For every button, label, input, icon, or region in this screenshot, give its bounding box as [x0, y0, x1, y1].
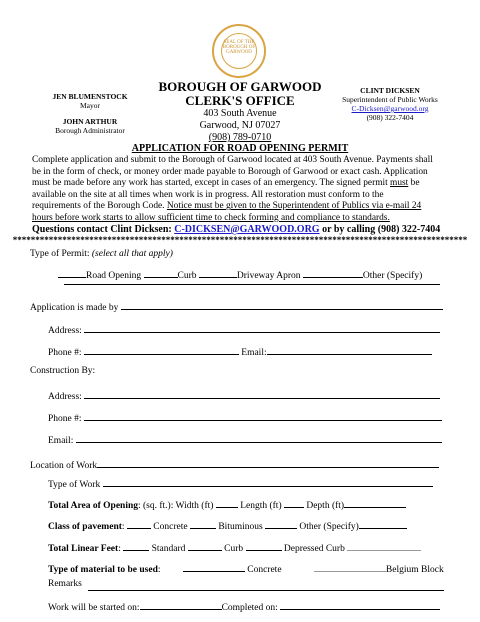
email2-input[interactable] — [76, 432, 442, 443]
lin-depressed-blank[interactable] — [246, 540, 282, 551]
started-label: Work will be started on: — [48, 603, 140, 613]
admin-role: Borough Administrator — [55, 126, 125, 135]
lin-standard: Standard — [151, 544, 186, 554]
opt-other: Other (Specify) — [362, 271, 423, 281]
office-street: 403 South Avenue — [203, 108, 277, 119]
pave-bitum: Bituminous — [218, 522, 263, 532]
email2-row — [48, 432, 442, 446]
permit-options — [58, 267, 422, 281]
type-of-work-row — [48, 476, 433, 490]
phone-label: Phone #: — [48, 348, 82, 358]
officials-left — [30, 92, 150, 135]
superintendent-role: Superintendent of Public Works — [342, 95, 438, 104]
linear-row: Total Linear Feet: Standard Curb Depressed Curb — [48, 540, 421, 554]
phone2-row — [48, 410, 442, 424]
borough-name: BOROUGH OF GARWOOD — [158, 79, 322, 94]
instr-line-3: must be made before any work has started, except in cases of an emergency. The signed permit must be — [32, 178, 420, 189]
type-of-work-input[interactable] — [103, 476, 433, 487]
curb-blank[interactable] — [144, 267, 178, 278]
opt-curb: Curb — [177, 271, 197, 281]
opt-road-opening: Road Opening — [86, 271, 142, 281]
office-header — [150, 80, 330, 144]
form-title: APPLICATION FOR ROAD OPENING PERMIT — [131, 143, 349, 154]
pave-concrete-blank[interactable] — [127, 518, 151, 529]
office-city: Garwood, NJ 07027 — [199, 120, 281, 131]
instr-line-4: available on the site at all times when work is in progress. All restoration must conform to the — [32, 189, 384, 200]
superintendent-phone: (908) 322-7404 — [366, 113, 414, 122]
phone-email-row — [48, 344, 432, 358]
construction-by-label: Construction By: — [30, 366, 96, 376]
area-row — [48, 497, 406, 511]
other-blank[interactable] — [303, 267, 363, 278]
instr-line-5: requirements of the Borough Code. Notice must be given to the Superintendent of Publics via e-mail 24 — [32, 201, 422, 212]
address-row — [48, 322, 440, 336]
lin-standard-blank[interactable] — [123, 540, 149, 551]
driveway-blank[interactable] — [199, 267, 237, 278]
pavement-label: Class of pavement — [48, 522, 122, 532]
pave-bitum-blank[interactable] — [190, 518, 216, 529]
made-by-row — [30, 299, 443, 313]
area-unit: : (sq. ft.): Width (ft) — [138, 501, 214, 511]
pavement-row: Class of pavement: Concrete Bituminous Other (Specify) — [48, 518, 407, 532]
length-label: Length (ft) — [240, 501, 282, 511]
mat-concrete-blank[interactable] — [183, 561, 245, 572]
location-label: Location of Work — [30, 461, 98, 471]
location-input[interactable] — [97, 457, 439, 468]
mat-belgium-blank[interactable] — [314, 561, 386, 572]
permit-type-label: Type of Permit: — [30, 249, 90, 259]
mayor-name: JEN BLUMENSTOCK — [52, 92, 128, 101]
pave-other: Other (Specify) — [299, 522, 359, 532]
made-by-label: Application is made by — [30, 303, 119, 313]
permit-type-row — [30, 249, 173, 259]
mat-concrete: Concrete — [247, 565, 282, 575]
questions-contact: Questions contact Clint Dicksen: C-DICKSEN@GARWOOD.ORG or by calling (908) 322-7404 — [32, 224, 441, 235]
official-right — [330, 86, 450, 122]
length-input[interactable] — [284, 497, 304, 508]
depth-label: Depth (ft) — [306, 501, 345, 511]
seal-text: SEAL OF THE BOROUGH OF GARWOOD — [222, 40, 256, 55]
pave-other-blank[interactable] — [265, 518, 297, 529]
remarks-label: Remarks — [48, 579, 82, 589]
instructions — [32, 155, 462, 225]
clerk-office: CLERK'S OFFICE — [185, 93, 295, 108]
dates-row — [48, 599, 440, 613]
remarks-input[interactable] — [88, 590, 444, 591]
address-label: Address: — [48, 326, 82, 336]
lin-depressed-input[interactable] — [347, 540, 421, 551]
phone2-label: Phone #: — [48, 414, 82, 424]
address2-label: Address: — [48, 392, 82, 402]
questions-email-link[interactable]: C-DICKSEN@GARWOOD.ORG — [174, 224, 320, 235]
borough-seal — [212, 24, 266, 78]
started-input[interactable] — [140, 599, 222, 610]
pave-concrete: Concrete — [153, 522, 188, 532]
depth-input[interactable] — [344, 497, 406, 508]
mayor-role: Mayor — [80, 101, 100, 110]
admin-name: JOHN ARTHUR — [62, 117, 118, 126]
phone2-input[interactable] — [84, 410, 442, 421]
remarks-row — [48, 579, 82, 589]
lin-curb-blank[interactable] — [188, 540, 222, 551]
address2-input[interactable] — [84, 388, 440, 399]
completed-input[interactable] — [280, 599, 440, 610]
pave-other-specify[interactable] — [359, 518, 407, 529]
completed-label: Completed on: — [221, 603, 278, 613]
material-row: Type of material to be used: Concrete Belgium Block — [48, 561, 444, 575]
opt-driveway: Driveway Apron — [236, 271, 301, 281]
width-input[interactable] — [216, 497, 238, 508]
address2-row — [48, 388, 440, 402]
email-input[interactable] — [267, 344, 432, 355]
instr-line-2: be in the form of check, or money order made payable to Borough of Garwood or exact cash. Application — [32, 166, 428, 177]
lin-curb: Curb — [224, 544, 244, 554]
linear-label: Total Linear Feet — [48, 544, 119, 554]
superintendent-email-link[interactable]: C-Dicksen@garwood.org — [351, 104, 429, 113]
permit-type-note: (select all that apply) — [91, 249, 173, 259]
other-specify-line[interactable] — [64, 284, 440, 285]
star-divider: ***************************************************************************************************** — [12, 235, 468, 245]
email2-label: Email: — [48, 436, 74, 446]
type-of-work-label: Type of Work — [48, 480, 101, 490]
area-label: Total Area of Opening — [48, 501, 138, 511]
made-by-input[interactable] — [121, 299, 443, 310]
address-input[interactable] — [84, 322, 440, 333]
email-label: Email: — [241, 348, 267, 358]
superintendent-name: CLINT DICKSEN — [360, 86, 420, 95]
road-opening-blank[interactable] — [58, 267, 86, 278]
phone-input[interactable] — [84, 344, 239, 355]
location-row — [30, 457, 439, 471]
mat-belgium: Belgium Block — [385, 565, 444, 575]
lin-depressed: Depressed Curb — [283, 544, 345, 554]
office-phone: (908) 789-0710 — [208, 132, 272, 143]
instr-line-1: Complete application and submit to the Borough of Garwood located at 403 South Avenue. Payments shall — [32, 155, 433, 165]
instr-line-6: hours before work starts to allow sufficient time to check forming and compliance to standards. — [32, 212, 390, 223]
material-label: Type of material to be used — [48, 565, 158, 575]
